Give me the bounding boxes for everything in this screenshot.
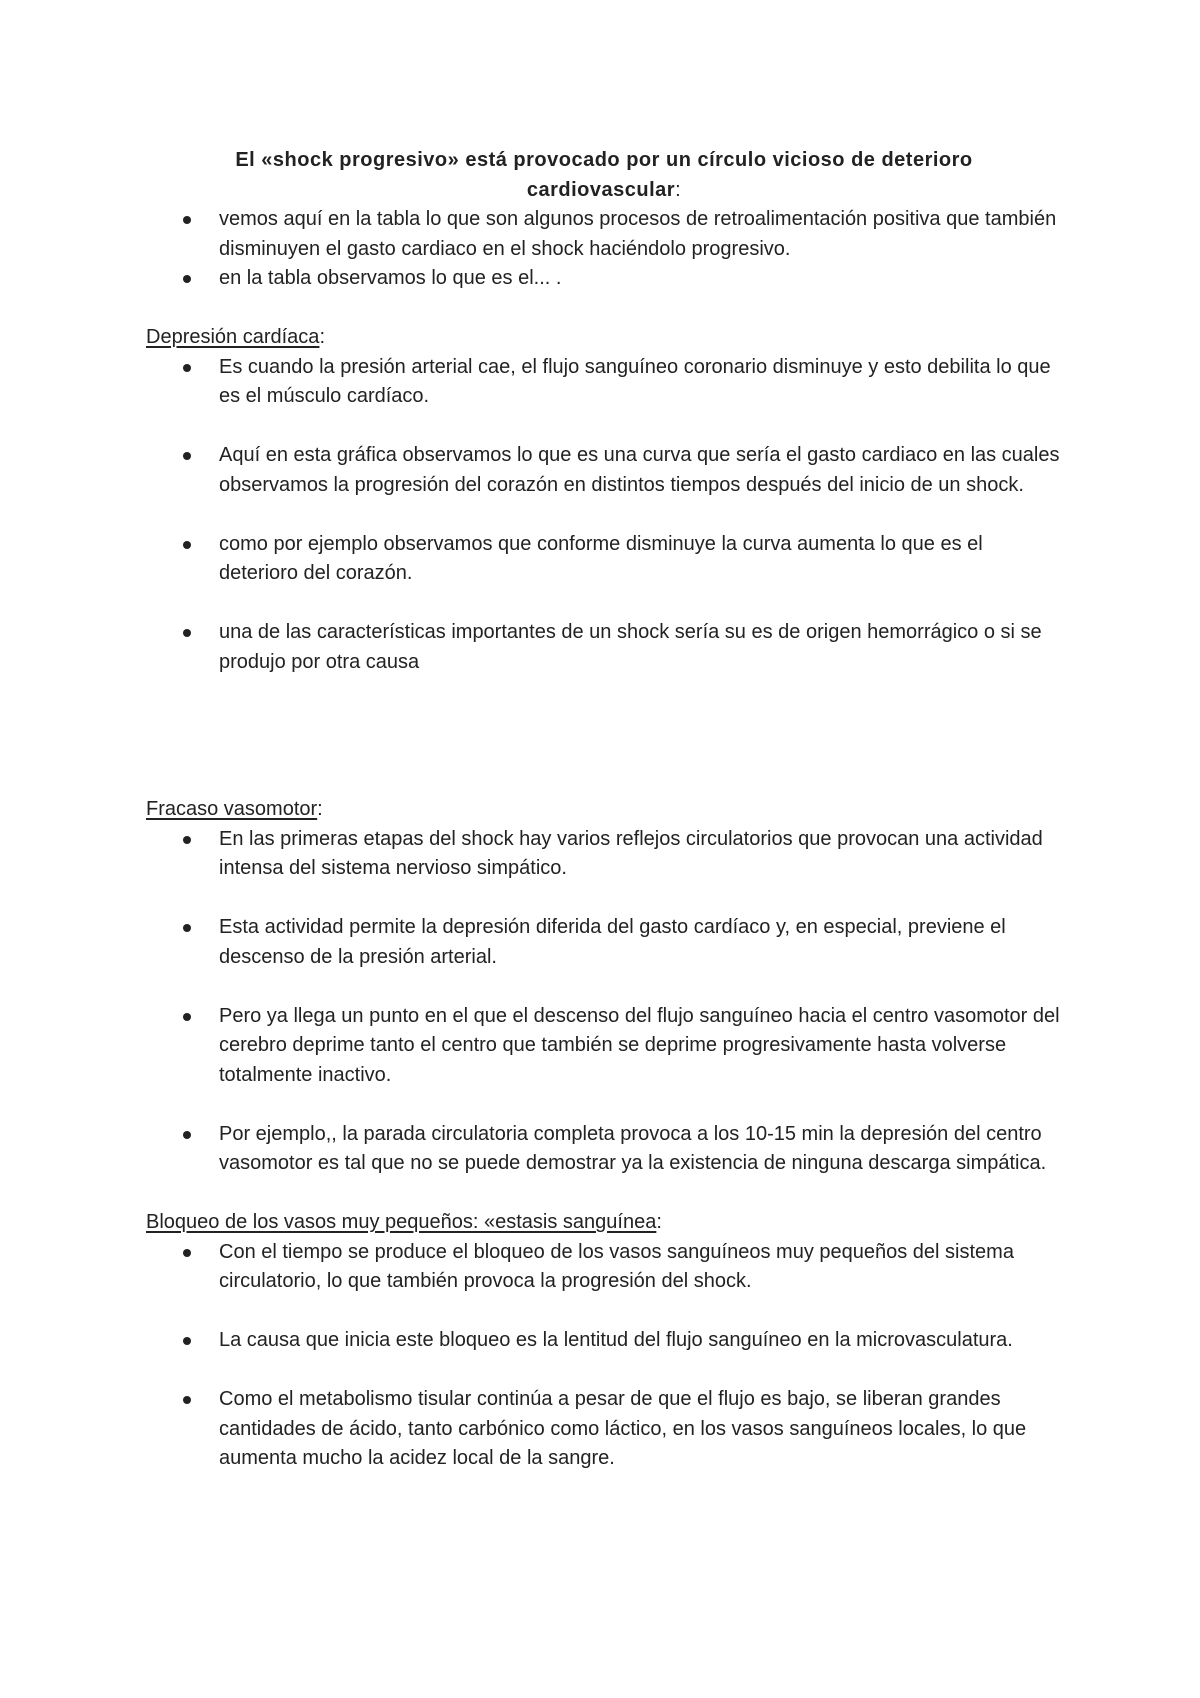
section-heading-colon: : xyxy=(319,326,325,348)
intro-bullet-list xyxy=(146,205,1062,294)
list-item: vemos aquí en la tabla lo que son algunos procesos de retroalimentación positiva que también disminuyen el gasto cardiaco en el shock haciéndolo progresivo. xyxy=(146,205,1062,264)
list-item: como por ejemplo observamos que conforme disminuye la curva aumenta lo que es el deterioro del corazón. xyxy=(146,530,1062,589)
list-item: Como el metabolismo tisular continúa a pesar de que el flujo es bajo, se liberan grandes cantidades de ácido, tanto carbónico como láctico, en los vasos sanguíneos locales, lo que aumenta mucho la acidez local de la sangre. xyxy=(146,1385,1062,1474)
list-item: Pero ya llega un punto en el que el descenso del flujo sanguíneo hacia el centro vasomotor del cerebro deprime tanto el centro que también se deprime progresivamente hasta volverse totalmente inactivo. xyxy=(146,1002,1062,1091)
section-heading-bloqueo-vasos xyxy=(146,1208,1062,1238)
fracaso-vasomotor-bullet-list xyxy=(146,825,1062,1179)
document-page xyxy=(146,146,1062,1474)
list-item: Por ejemplo,, la parada circulatoria completa provoca a los 10-15 min la depresión del centro vasomotor es tal que no se puede demostrar ya la existencia de ninguna descarga simpática. xyxy=(146,1120,1062,1179)
list-item: Esta actividad permite la depresión diferida del gasto cardíaco y, en especial, previene el descenso de la presión arterial. xyxy=(146,913,1062,972)
section-heading-text: Fracaso vasomotor xyxy=(146,798,318,820)
section-heading-colon: : xyxy=(656,1211,662,1233)
list-item: en la tabla observamos lo que es el... . xyxy=(146,264,1062,294)
section-heading-fracaso-vasomotor xyxy=(146,795,1062,825)
section-heading-colon: : xyxy=(317,798,323,820)
list-item: La causa que inicia este bloqueo es la lentitud del flujo sanguíneo en la microvasculatura. xyxy=(146,1326,1062,1356)
section-heading-text: Depresión cardíaca xyxy=(146,326,320,348)
title-colon: : xyxy=(675,178,682,201)
list-item: Es cuando la presión arterial cae, el flujo sanguíneo coronario disminuye y esto debilita lo que es el músculo cardíaco. xyxy=(146,353,1062,412)
list-item: una de las características importantes de un shock sería su es de origen hemorrágico o si se produjo por otra causa xyxy=(146,618,1062,677)
list-item: Aquí en esta gráfica observamos lo que es una curva que sería el gasto cardiaco en las cuales observamos la progresión del corazón en distintos tiempos después del inicio de un shock. xyxy=(146,441,1062,500)
document-title xyxy=(146,146,1062,205)
title-text: El «shock progresivo» está provocado por un círculo vicioso de deterioro cardiovascular xyxy=(235,149,973,201)
section-heading-text: Bloqueo de los vasos muy pequeños: «estasis sanguínea xyxy=(146,1211,657,1233)
list-item: En las primeras etapas del shock hay varios reflejos circulatorios que provocan una actividad intensa del sistema nervioso simpático. xyxy=(146,825,1062,884)
section-heading-depresion-cardiaca xyxy=(146,323,1062,353)
bloqueo-vasos-bullet-list xyxy=(146,1238,1062,1474)
depresion-cardiaca-bullet-list xyxy=(146,353,1062,678)
list-item: Con el tiempo se produce el bloqueo de los vasos sanguíneos muy pequeños del sistema circulatorio, lo que también provoca la progresión del shock. xyxy=(146,1238,1062,1297)
